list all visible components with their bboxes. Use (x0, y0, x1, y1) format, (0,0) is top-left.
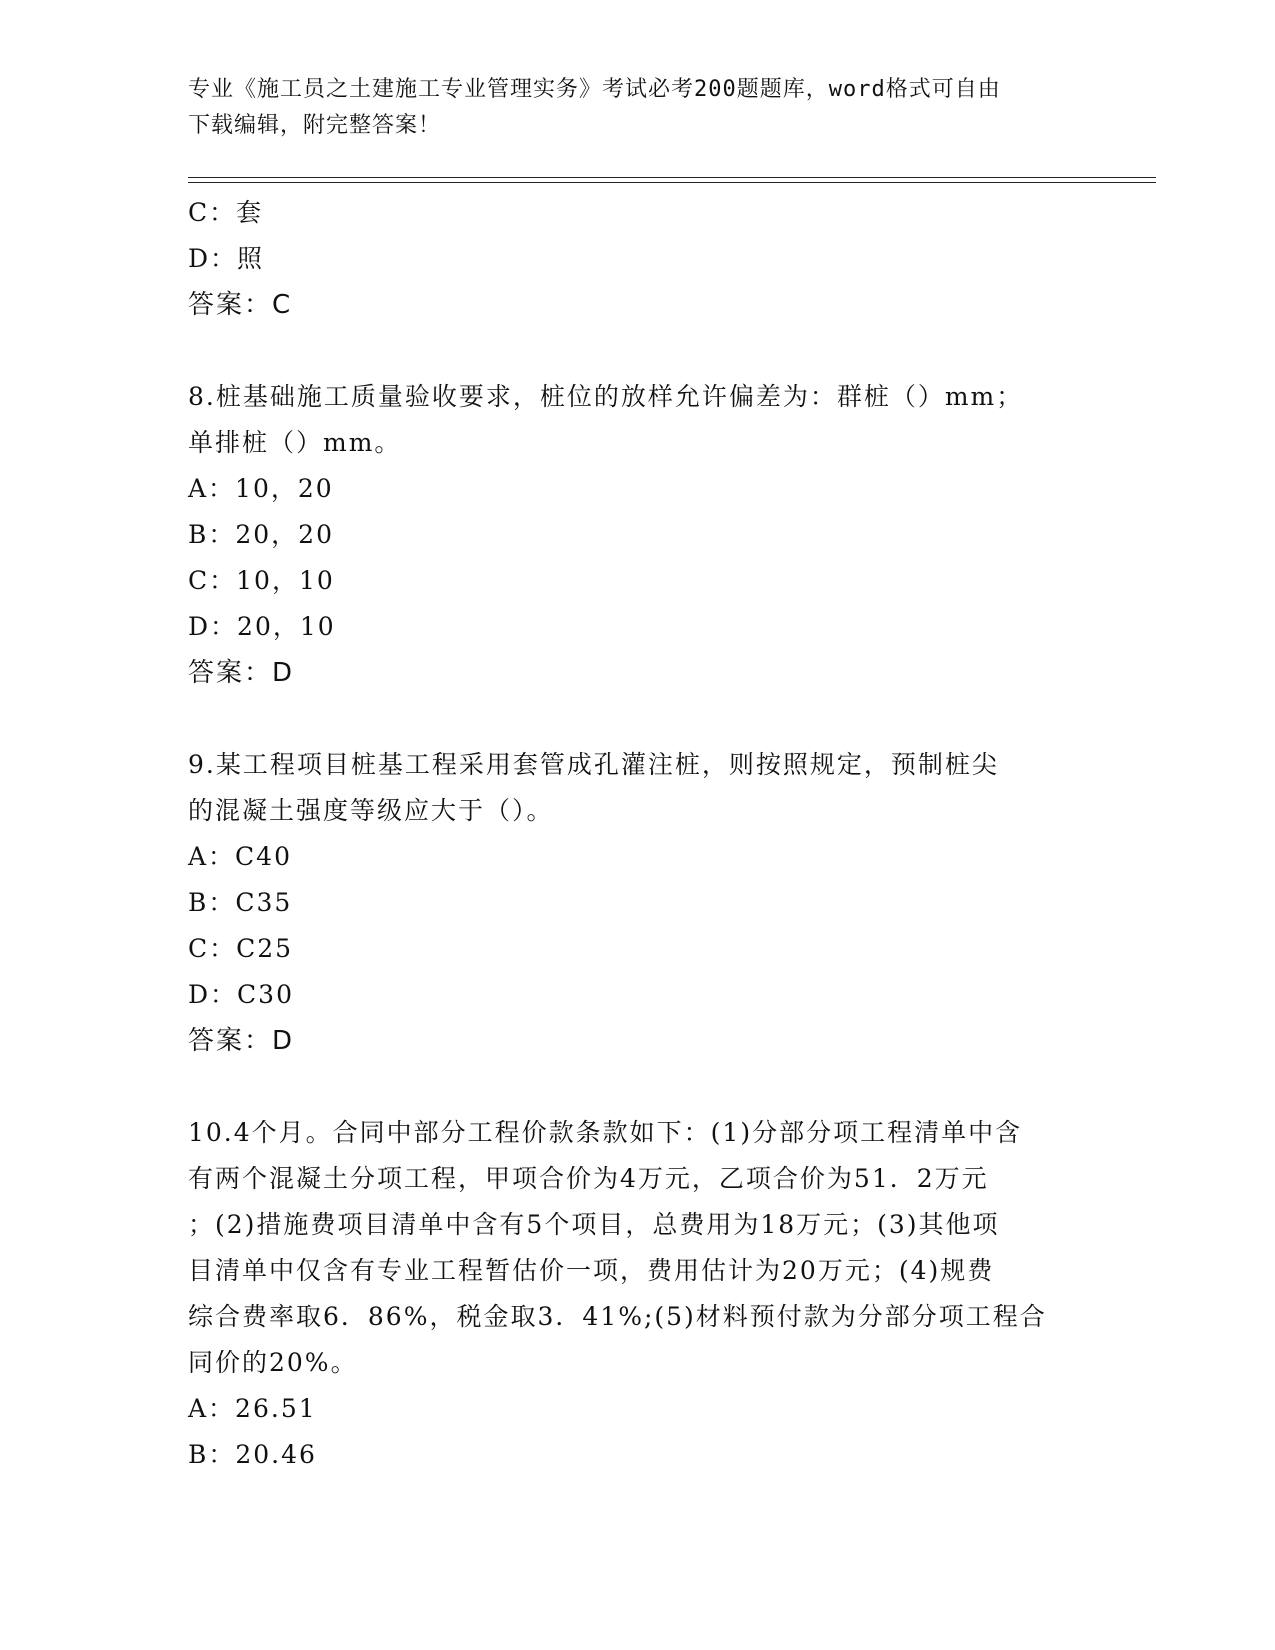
question-list (188, 190, 1088, 1478)
question-text (188, 374, 1088, 466)
option-c: C：C25 (188, 934, 294, 963)
option-b: B：C35 (188, 888, 293, 917)
header-title-line1: 专业《施工员之土建施工专业管理实务》考试必考200题题库，word格式可自由 (188, 77, 1001, 102)
document-header (188, 72, 1068, 144)
question-text-line: 9.某工程项目桩基工程采用套管成孔灌注桩，则按照规定，预制桩尖 (188, 750, 999, 779)
option-d: D：20，10 (188, 612, 336, 641)
answer: 答案：C (188, 290, 293, 320)
question-7-tail (188, 190, 1088, 328)
question-text-line: 的混凝土强度等级应大于（）。 (188, 796, 554, 825)
question-text-line: 10.4个月。合同中部分工程价款条款如下：(1)分部分项工程清单中含 (188, 1118, 1023, 1147)
question-text-line: 综合费率取6．86%，税金取3．41%;(5)材料预付款为分部分项工程合 (188, 1302, 1047, 1331)
option-a: A：C40 (188, 842, 292, 871)
header-title-line2: 下载编辑，附完整答案！ (188, 113, 442, 138)
option-c: C：套 (188, 198, 264, 227)
question-text-line: 同价的20%。 (188, 1348, 358, 1377)
question-8 (188, 374, 1088, 696)
question-text-line: ；(2)措施费项目清单中含有5个项目，总费用为18万元；(3)其他项 (188, 1210, 1000, 1239)
question-9 (188, 742, 1088, 1064)
question-text-line: 8.桩基础施工质量验收要求，桩位的放样允许偏差为：群桩（）mm； (188, 382, 1024, 411)
option-b: B：20，20 (188, 520, 334, 549)
option-d: D：C30 (188, 980, 294, 1009)
question-text (188, 742, 1088, 834)
question-text-line: 有两个混凝土分项工程，甲项合价为4万元，乙项合价为51．2万元 (188, 1164, 989, 1193)
header-divider-bottom (188, 182, 1156, 183)
question-text-line: 单排桩（）mm。 (188, 428, 402, 457)
question-text (188, 1110, 1088, 1386)
header-divider-top (188, 177, 1156, 178)
option-c: C：10，10 (188, 566, 335, 595)
option-d: D：照 (188, 244, 265, 273)
option-b: B：20.46 (188, 1440, 317, 1469)
answer: 答案：D (188, 1026, 295, 1056)
question-10 (188, 1110, 1088, 1478)
answer: 答案：D (188, 658, 295, 688)
option-a: A：26.51 (188, 1394, 317, 1423)
question-text-line: 目清单中仅含有专业工程暂估价一项，费用估计为20万元；(4)规费 (188, 1256, 995, 1285)
option-a: A：10，20 (188, 474, 334, 503)
